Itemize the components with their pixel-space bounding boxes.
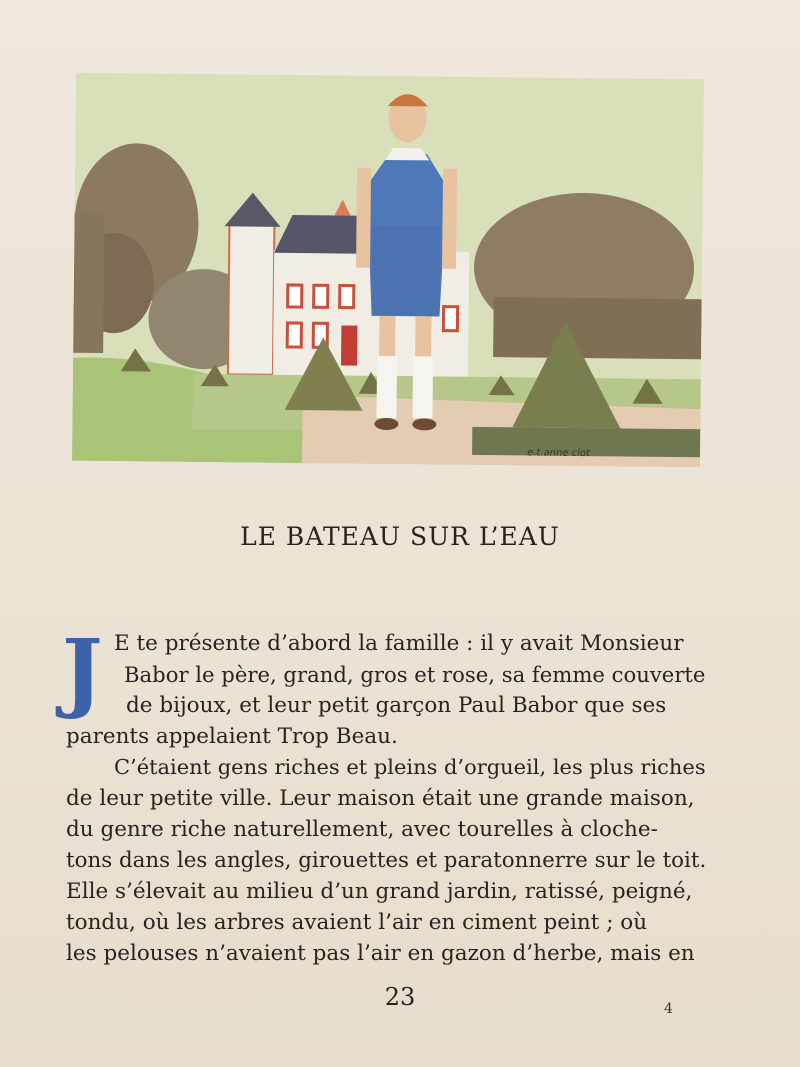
chapter-title: LE BATEAU SUR L’EAU: [240, 522, 560, 551]
text-line: Babor le père, grand, gros et rose, sa femme couverte: [124, 662, 706, 687]
signature-mark: 4: [664, 1001, 673, 1017]
text-line: du genre riche naturellement, avec tourelles à cloche-: [66, 817, 658, 842]
artist-signature: e.t.anne clot: [527, 447, 591, 460]
drop-cap: J: [62, 621, 103, 722]
text-line: tondu, où les arbres avaient l’air en ciment peint ; où: [66, 910, 648, 935]
illustration-svg: [72, 73, 704, 468]
text-line: Elle s’élevait au milieu d’un grand jardin, ratissé, peigné,: [66, 879, 693, 904]
text-line: tons dans les angles, girouettes et paratonnerre sur le toit.: [66, 848, 707, 873]
text-line: parents appelaient Trop Beau.: [66, 724, 398, 749]
text-line: C’étaient gens riches et pleins d’orgueil, les plus riches: [114, 755, 706, 779]
text-line: de bijoux, et leur petit garçon Paul Babor que ses: [126, 693, 667, 718]
page-number: 23: [384, 983, 416, 1011]
text-line: les pelouses n’avaient pas l’air en gazon d’herbe, mais en: [66, 941, 695, 966]
chapter-illustration: [72, 73, 704, 468]
text-line: E te présente d’abord la famille : il y avait Monsieur: [114, 631, 684, 656]
text-line: de leur petite ville. Leur maison était une grande maison,: [66, 786, 695, 811]
